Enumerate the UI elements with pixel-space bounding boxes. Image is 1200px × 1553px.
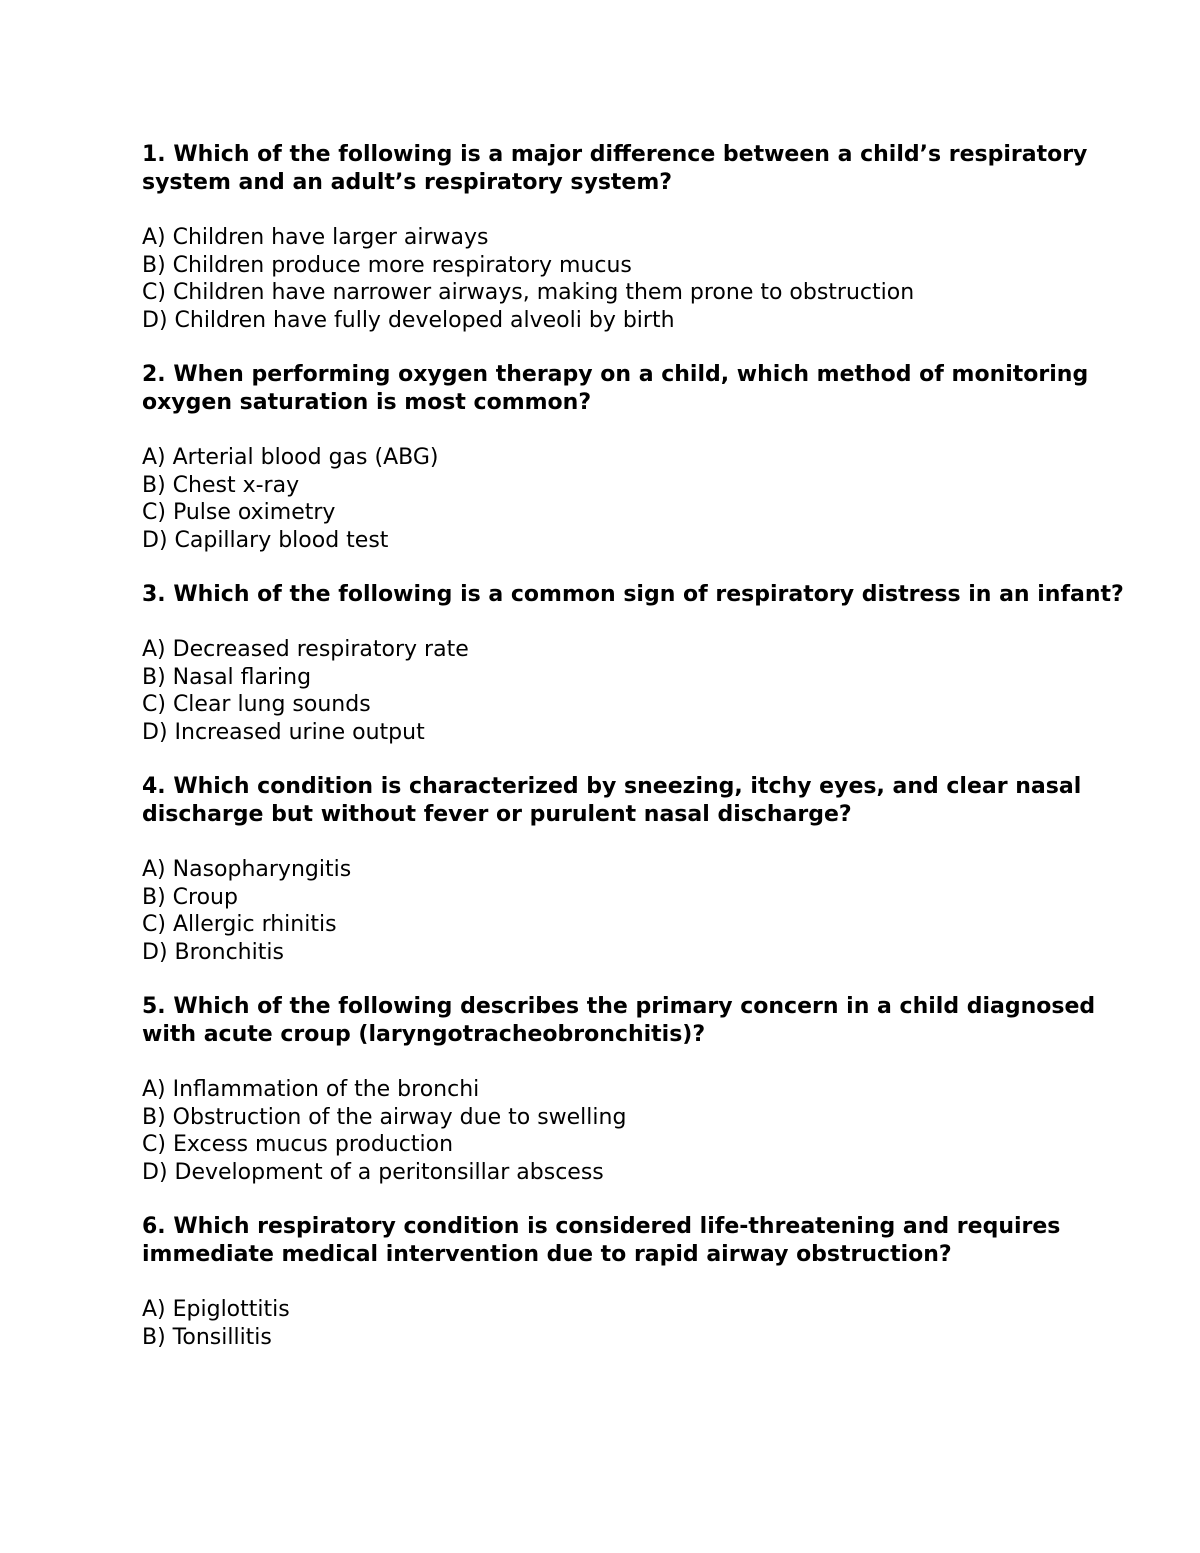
question-2 bbox=[142, 361, 1142, 554]
answer-option: B) Nasal flaring bbox=[142, 664, 312, 690]
answer-option: C) Allergic rhinitis bbox=[142, 912, 337, 937]
answer-options bbox=[142, 444, 1142, 554]
answer-option: C) Clear lung sounds bbox=[142, 692, 371, 717]
document-page bbox=[142, 141, 1142, 1378]
answer-option: C) Pulse oximetry bbox=[142, 500, 336, 525]
question-4 bbox=[142, 773, 1142, 966]
question-text: 5. Which of the following describes the primary concern in a child diagnosed with acute croup (laryngotracheobronchitis)? bbox=[142, 994, 1096, 1047]
answer-options bbox=[142, 636, 1142, 746]
question-3 bbox=[142, 581, 1142, 746]
answer-option: C) Children have narrower airways, making them prone to obstruction bbox=[142, 280, 915, 305]
answer-option: D) Increased urine output bbox=[142, 719, 425, 745]
answer-option: B) Chest x-ray bbox=[142, 472, 300, 498]
answer-option: C) Excess mucus production bbox=[142, 1132, 454, 1157]
question-text: 2. When performing oxygen therapy on a child, which method of monitoring oxygen saturation is most common? bbox=[142, 362, 1089, 415]
answer-option: D) Capillary blood test bbox=[142, 527, 389, 553]
answer-options bbox=[142, 1296, 1142, 1351]
answer-option: B) Obstruction of the airway due to swelling bbox=[142, 1104, 627, 1130]
answer-option: A) Decreased respiratory rate bbox=[142, 637, 469, 662]
question-5 bbox=[142, 993, 1142, 1186]
answer-option: B) Children produce more respiratory mucus bbox=[142, 252, 632, 278]
answer-option: B) Croup bbox=[142, 884, 238, 910]
answer-option: A) Epiglottitis bbox=[142, 1297, 290, 1322]
question-text: 6. Which respiratory condition is considered life-threatening and requires immediate medical intervention due to rapid airway obstruction? bbox=[142, 1214, 1061, 1267]
answer-option: D) Bronchitis bbox=[142, 939, 284, 965]
question-text: 3. Which of the following is a common sign of respiratory distress in an infant? bbox=[142, 582, 1124, 607]
answer-options bbox=[142, 1076, 1142, 1186]
question-6 bbox=[142, 1213, 1142, 1351]
answer-options bbox=[142, 856, 1142, 966]
question-text: 4. Which condition is characterized by sneezing, itchy eyes, and clear nasal discharge but without fever or purulent nasal discharge? bbox=[142, 774, 1082, 827]
answer-option: D) Children have fully developed alveoli by birth bbox=[142, 307, 675, 333]
answer-options bbox=[142, 224, 1142, 334]
answer-option: B) Tonsillitis bbox=[142, 1324, 272, 1350]
question-1 bbox=[142, 141, 1142, 334]
answer-option: A) Nasopharyngitis bbox=[142, 857, 352, 882]
answer-option: D) Development of a peritonsillar abscess bbox=[142, 1159, 604, 1185]
question-text: 1. Which of the following is a major difference between a child’s respiratory system and an adult’s respiratory system? bbox=[142, 142, 1088, 195]
answer-option: A) Arterial blood gas (ABG) bbox=[142, 445, 439, 470]
answer-option: A) Inflammation of the bronchi bbox=[142, 1077, 480, 1102]
answer-option: A) Children have larger airways bbox=[142, 225, 489, 250]
